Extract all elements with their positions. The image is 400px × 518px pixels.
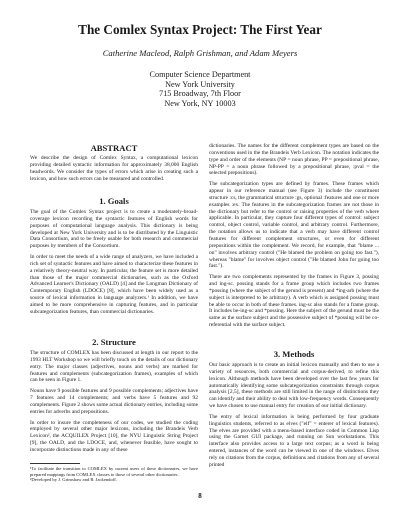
- footnote-rule: [30, 463, 80, 464]
- methods-section: [209, 349, 379, 469]
- paper-authors: Catherine Macleod, Ralph Grishman, and Adam Meyers: [102, 48, 298, 58]
- page-number: 8: [198, 492, 202, 500]
- methods-heading: 3. Methods: [273, 349, 315, 359]
- structure-paragraph: Nouns have 9 possible features and 9 possible complements; adjectives have 7 features and 14 complements; and verbs have 5 features and 92 complements. Figure 2 shows some actual dictionary entries, including some entries for adverbs and prepositions.: [30, 388, 198, 415]
- structure-heading: 2. Structure: [92, 337, 136, 347]
- affiliation-line: Computer Science Department: [149, 70, 251, 79]
- affiliation-line: New York, NY 10003: [164, 98, 236, 108]
- body-paragraph: dictionaries. The names for the different complement types are based on the conventions used in the the Brandeis Verb Lexicon. The notation indicates the type and order of the elements (NP = noun phrase, PP = prepositional phrase, NP-PP = a noun phrase followed by a prepositional phrase, :pval = the selected prepositions).: [209, 143, 379, 177]
- methods-paragraph: The entry of lexical information is being performed by four graduate linguistics students, referred to as elves ("elf" = enterer of lexical features). The elves are provided with a menu-based interface coded in Common Lisp using the Garnet GUI package, and running on Sun workstations. This interface also provides access to a large text corpus; as a word is being entered, instances of the word can be viewed in one of the windows. Elves rely on citations from the corpus, definitions and citations from any of several printed: [209, 413, 379, 468]
- structure-section: [30, 337, 198, 454]
- structure-paragraph: The structure of COMLEX has been discussed at length in our report to the 1993 HLT Workshop so we will briefly touch on the details of our dictionary entry. The major classes (adjectives, nouns and verbs) are marked for features and complements (subcategorization frames), examples of which can be seen in Figure 1.: [30, 350, 198, 384]
- goals-paragraph: In order to meet the needs of a wide range of analyzers, we have included a rich set of syntactic features and have aimed to characterize these features in a relatively theory-neutral way. In particular, the feature set is more detailed than those of the major commercial dictionaries, such as the Oxford Advanced Learner's Dictionary (OALD) [4] and the Longman Dictionary of Contemporary English (LDOCE) [8], which have been widely used as a source of lexical information in language analyzers.¹ In addition, we have aimed to be more comprehensive in capturing features, and in particular subcategorization features, than commercial dictionaries.: [30, 254, 198, 315]
- paper-title: The Comlex Syntax Project: The First Year: [78, 22, 322, 37]
- abstract-section: [30, 143, 198, 182]
- affiliation-line: New York University: [165, 79, 235, 89]
- right-column-text: [209, 143, 379, 329]
- footnote: ¹To facilitate the transition to COMLEX by current users of these dictionaries, we have prepared mappings from COMLEX classes to those of several other dictionaries.: [30, 466, 198, 477]
- goals-section: [30, 196, 198, 316]
- structure-paragraph: In order to insure the completeness of our codes, we studied the coding employed by several other major lexicons, including the Brandeis Verb Lexicon², the ACQUILEX Project [10], the NYU Linguistic String Project [9], the OALD, and the LDOCE, and, whenever feasible, have sought to incorporate distinctions made in any of these: [30, 419, 198, 453]
- affiliation-line: 715 Broadway, 7th Floor: [159, 89, 241, 99]
- abstract-text: We describe the design of Comlex Syntax, a computational lexicon providing detailed syntactic information for approximately 38,000 English headwords. We consider the types of errors which arise in creating such a lexicon, and how such errors can be measured and controlled.: [30, 155, 198, 182]
- footnotes: [30, 466, 198, 483]
- methods-paragraph: Our basic approach is to create an initial lexicon manually and then to use a variety of resources, both commercial and corpus-derived, to refine this lexicon. Although methods have been developed over the last few years for automatically identifying some subcategorization constraints through corpus analysis [2,5], these methods are still limited in the range of distinctions they can identify and their ability to deal with low-frequency words. Consequently we have chosen to use manual entry for creation of our initial dictionary.: [209, 362, 379, 410]
- goals-heading: 1. Goals: [99, 196, 129, 206]
- body-paragraph: The subcategorization types are defined by frames. These frames which appear in our reference manual (see Figure 3) include the constituent structure :cs, the grammatical structure :gs, optional :features and one or more examples :ex. The features in the subcategorization frames are not those in the dictionary but refer to the control or raising properties of the verb where applicable. In particular, they capture four different types of control: subject control, object control, variable control, and arbitrary control. Furthermore, the notation allows us to indicate that a verb may have different control features for different complement structures, or even for different prepositions within the complement. We record, for example, that "blame ... on" involves arbitrary control ("He blamed the problem on going too fast."), whereas "blame" for involves object control ("He blamed John for going too fast.").: [209, 181, 379, 270]
- goals-paragraph: The goal of the Comlex Syntax project is to create a moderately-broad-coverage lexicon recording the syntactic features of English words for purposes of computational language analysis. This dictionary is being developed at New York University and is to be distributed by the Linguistic Data Consortium, and to be freely usable for both research and commercial purposes by members of the Consortium.: [30, 209, 198, 250]
- affiliation-block: [0, 70, 400, 108]
- body-paragraph: There are two complements represented by the frames in Figure 3, possing and ing-sc. possing stands for a frame group which includes two frames *possing (where the subject of the gerund is present) and *ing-arb (where the subject is interpreted to be arbitrary). A verb which is assigned possing must be able to occur in both of these frames. ing-sc also stands for a frame group. It includes be-ing-sc and *possing. Here the subject of the gerund must be the same as the surface subject and the possessive subject of *possing will be co-referential with the surface subject.: [209, 274, 379, 329]
- footnote: ²Developed by J. Grimshaw and R. Jackendoff.: [30, 477, 117, 483]
- abstract-heading: ABSTRACT: [90, 143, 138, 153]
